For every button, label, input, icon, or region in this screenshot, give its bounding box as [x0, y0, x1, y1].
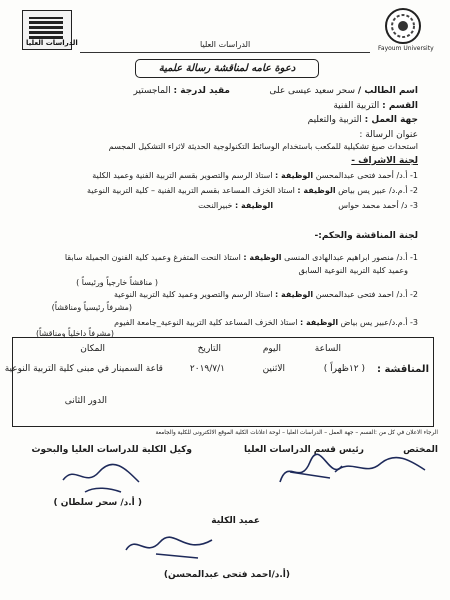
university-logo: [378, 6, 434, 52]
hearing-label: المناقشة :: [377, 364, 429, 375]
left-logo-text: الدراسات العليا: [26, 39, 78, 47]
supervisor-2: 2- أ.م.د/ عبير يس بياض الوظيفة : استاذ الخزف المساعد بقسم التربية الفنية – كلية التربية النوعية: [87, 186, 418, 195]
committee-member-1-role: ( مناقشاً خارجياً ورئيساً ): [76, 278, 158, 287]
committee-member-3: 3- أ.م.د/عبير يس بياض الوظيفة : استاذ الخزف المساعد كلية التربية النوعية_جامعة الفيوم: [114, 318, 418, 327]
header-day: اليوم: [262, 344, 281, 354]
head-title: رئيس قسم الدراسات العليا: [244, 445, 364, 455]
committee-member-1: 1- أ.د/ منصور ابراهيم عبدالهادى المنسى الوظيفة : استاذ النحت المتفرغ وعميد كلية الفنون الجميلة سابقا: [64, 253, 418, 262]
hearing-table: [4, 337, 434, 427]
header-date: التاريخ: [197, 344, 221, 354]
hearing-day: الاثنين: [262, 364, 285, 374]
committee-member-3-role: (مشرفاً داخلياً ومناقشاً): [35, 329, 114, 338]
announcement-note: الرجاء الاعلان في كل من :القسم – جهة العمل – الدراسات العليا – لوحة اعلانات الكلية الموقع الالكترونى للكلية والجامعة: [155, 430, 438, 436]
workplace-line: جهة العمل : التربية والتعليم: [307, 115, 418, 125]
section-line: القسم : التربية الفنية: [333, 101, 418, 111]
committee-member-2-role: (مشرفاً رئيسياً ومناقشاً): [51, 303, 132, 312]
thesis-title: استحداث صيغ تشكيلية للمكعب باستخدام الوسائط التكنولوجية الحديثة لاثراء التشكيل المجسم: [108, 142, 418, 151]
header-divider: [80, 52, 370, 53]
degree-line: مقيد لدرجة : الماجستير: [133, 86, 230, 96]
hearing-date: ٢٠١٩/٧/١: [189, 364, 225, 374]
dean-title: عميد الكلية: [211, 516, 260, 526]
supervisor-3: 3- د/ أحمد محمد حواس الوظيفة : خبيرالنحت: [198, 201, 418, 210]
committee-member-1-job2: وعميد كلية التربية النوعية السابق: [298, 266, 408, 275]
supervisor-1: 1- أ.د/ أحمد فتحى عبدالمحسن الوظيفة : استاذ الرسم والتصوير بقسم التربية الفنية وعميد الكلية: [92, 171, 418, 180]
postgraduate-logo: [22, 10, 78, 50]
vice-dean-title: وكيل الكلية للدراسات العليا والبحوث: [31, 445, 192, 455]
vice-dean-signature: [55, 458, 145, 498]
hearing-floor: الدور الثانى: [64, 396, 107, 406]
department-label: الدراسات العليا: [200, 40, 251, 49]
hearing-time: ( ١٢ظهراً ): [323, 364, 365, 374]
vice-dean-name: ( أ.د/ سحر سلطان ): [53, 498, 142, 508]
document-title: دعوة عامه لمناقشة رسالة علمية: [135, 59, 319, 78]
header-place: المكان: [80, 344, 105, 354]
university-logo-text: Fayoum University: [378, 45, 434, 52]
committee-heading: لجنة المناقشة والحكم:-: [314, 231, 418, 241]
dean-name: (أ.د/احمد فتحى عبدالمحسن): [163, 570, 290, 580]
dean-signature: [120, 530, 220, 564]
thesis-label: عنوان الرسالة :: [359, 130, 418, 140]
committee-member-2: 2- أ.د/ احمد فتحى عبدالمحسن الوظيفة : استاذ الرسم والتصوير وعميد كلية التربية النوعية: [113, 290, 418, 299]
hearing-place: قاعة السمينار في مبنى كلية التربية النوعية: [4, 364, 163, 374]
student-name-line: اسم الطالب / سحر سعيد عيسى على: [269, 86, 418, 96]
employee-title: المختص: [403, 445, 438, 455]
header-time: الساعة: [314, 344, 341, 354]
supervision-heading: لجنة الاشراف -: [351, 156, 418, 166]
head-signature: [270, 452, 350, 492]
